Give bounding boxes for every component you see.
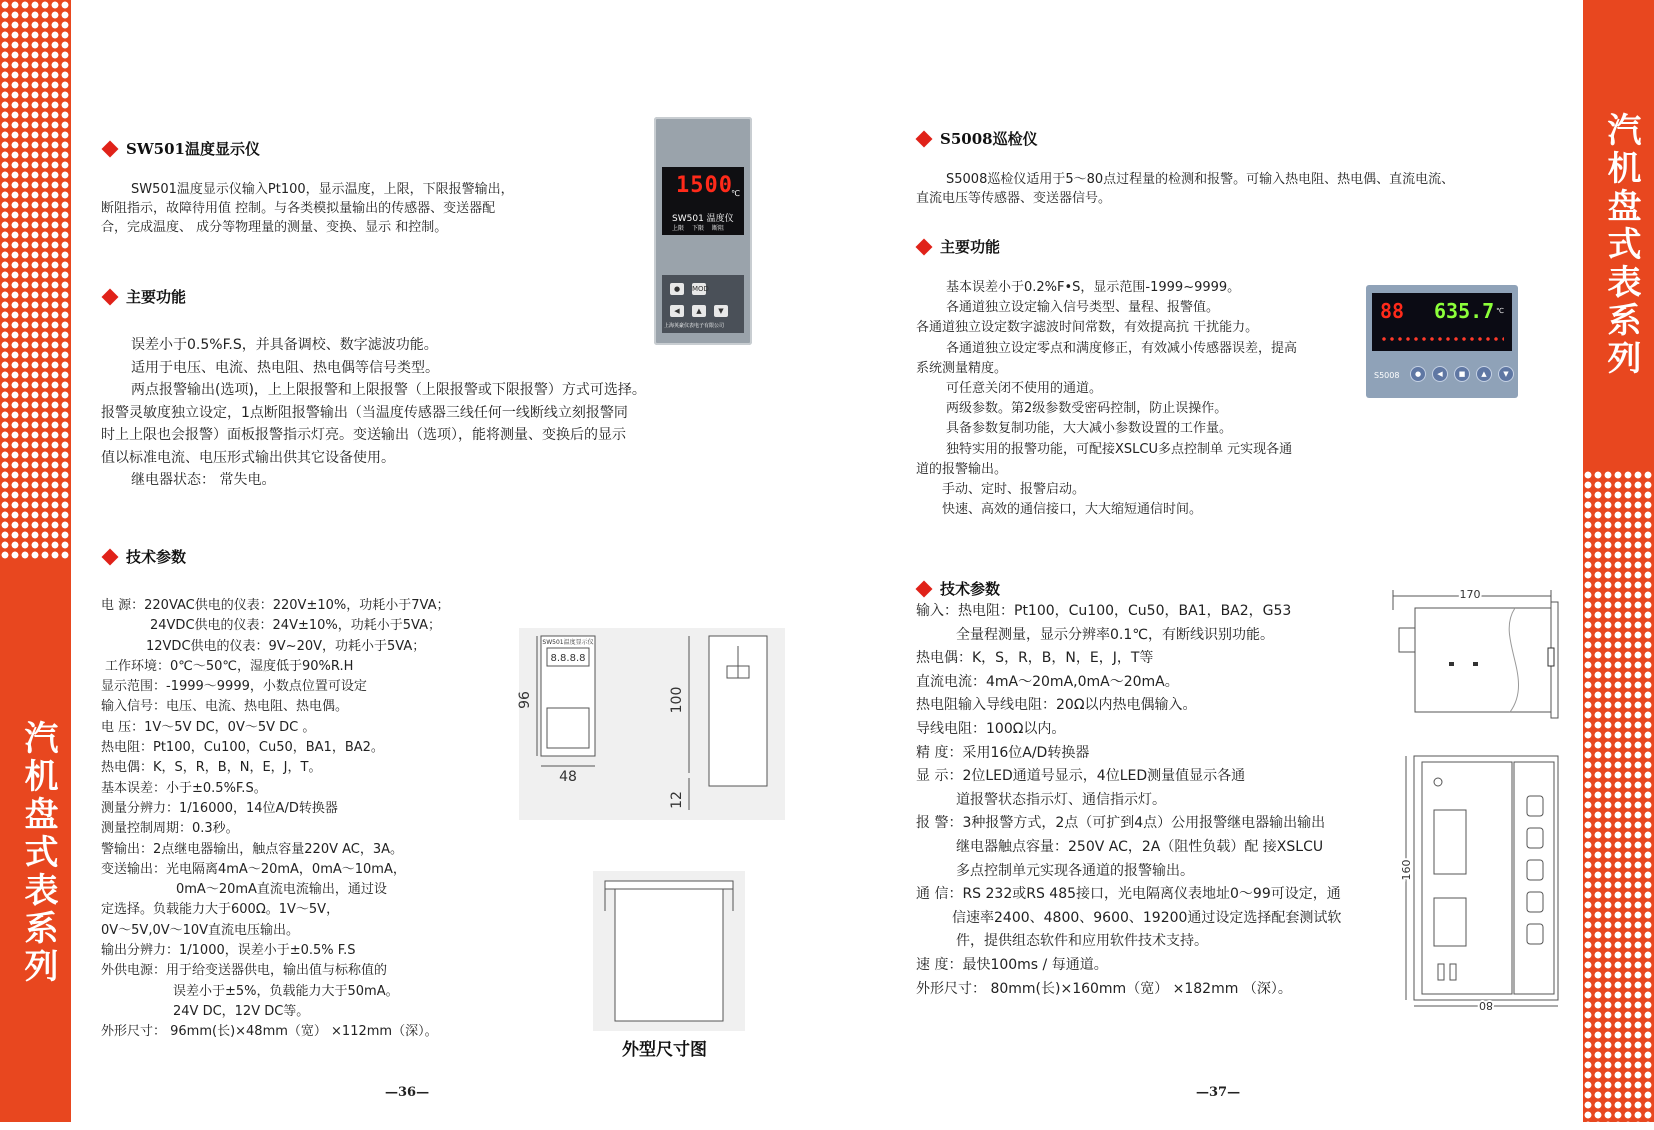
up-key-icon: ▲ bbox=[1476, 366, 1492, 382]
spec-line: 通 信：RS 232或RS 485接口，光电隔离仪表地址0～99可设定，通 bbox=[916, 886, 1341, 903]
diamond-bullet-icon bbox=[916, 580, 933, 597]
dimension-caption: 外型尺寸图 bbox=[622, 1040, 707, 1060]
dim-length-label: 170 bbox=[1459, 588, 1481, 601]
spec-line: 报 警：3种报警方式，2点（可扩到4点）公用报警继电器输出输出 bbox=[916, 815, 1326, 832]
s5008-heading bbox=[918, 128, 1038, 149]
spec-line: 输入信号：电压、电流、热电阻、热电偶。 bbox=[101, 699, 349, 715]
func-line: 时上上限也会报警）面板报警指示灯亮。变送输出（选项），能将测量、变换后的显示 bbox=[101, 427, 626, 443]
s5008-tech-heading bbox=[918, 578, 1000, 599]
left-arrow-key-icon: ◀ bbox=[670, 305, 684, 317]
spec-line: 测量分辨力：1/16000，14位A/D转换器 bbox=[101, 800, 338, 816]
spec-line: 多点控制单元实现各通道的报警输出。 bbox=[956, 862, 1194, 879]
spec-line: 导线电阻：100Ω以内。 bbox=[916, 720, 1066, 737]
dot-pattern bbox=[0, 0, 71, 560]
s5008-intro bbox=[916, 170, 1536, 208]
dim-depth-label: 80 bbox=[1479, 999, 1493, 1012]
device-brand: 上海英豪仪表电子有限公司 bbox=[664, 323, 725, 329]
sw501-top-view-drawing bbox=[593, 871, 745, 1031]
func-line: 基本误差小于0.2%F•S，显示范围-1999~9999。 bbox=[946, 280, 1241, 295]
left-key-icon: ◀ bbox=[1432, 366, 1448, 382]
spec-line: 基本误差：小于±0.5%F.S。 bbox=[101, 780, 267, 796]
func-line: 系统测量精度。 bbox=[916, 360, 1008, 376]
mod-key: MOD bbox=[692, 285, 709, 293]
spec-line: 变送输出：光电隔离4mA～20mA，0mA～10mA， bbox=[101, 861, 406, 877]
led-labels bbox=[672, 223, 724, 232]
up-arrow-key-icon: ▲ bbox=[692, 305, 706, 317]
alarm-led-row bbox=[1380, 337, 1504, 341]
intro-line: 合，完成温度、 成分等物理量的测量、变换、显示 和控制。 bbox=[101, 220, 448, 235]
sw501-func-heading bbox=[104, 286, 186, 307]
spec-line: 精 度：采用16位A/D转换器 bbox=[916, 744, 1090, 761]
spec-line: 定选择。负载能力大于600Ω。1V～5V， bbox=[101, 902, 340, 918]
series-title-right: 汽机盘式表系列 bbox=[1601, 112, 1641, 378]
spec-line: 热电阻输入导线电阻：20Ω以内热电偶输入。 bbox=[916, 697, 1197, 714]
s5008-tech-list bbox=[916, 600, 1386, 1001]
sw501-dimension-drawing bbox=[519, 628, 785, 820]
spec-line: 24VDC供电的仪表：24V±10%，功耗小于5VA； bbox=[150, 618, 441, 634]
dim-depth-label: 100 bbox=[669, 686, 685, 714]
dim-height-label: 96 bbox=[517, 691, 533, 709]
func-line: 道的报警输出。 bbox=[916, 461, 1008, 477]
left-decor-band bbox=[0, 0, 71, 1122]
spec-line: 0V～5V,0V～10V直流电压输出。 bbox=[101, 922, 300, 938]
func-line: 各通道独立设定输入信号类型、量程、报警值。 bbox=[946, 300, 1220, 316]
spec-line: 电 源：220VAC供电的仪表：220V±10%，功耗小于7VA； bbox=[101, 598, 450, 613]
channel-digits: 88 bbox=[1380, 299, 1405, 323]
func-line: 两级参数。第2级参数受密码控制，防止误操作。 bbox=[946, 401, 1228, 417]
section-title: 技术参数 bbox=[940, 580, 1001, 598]
spec-line: 测量控制周期：0.3秒。 bbox=[101, 821, 239, 837]
set-key-icon: ● bbox=[670, 283, 684, 295]
sw501-heading bbox=[104, 138, 260, 159]
mini-digits: 8.8.8.8 bbox=[550, 653, 586, 664]
spec-line: 12VDC供电的仪表：9V~20V，功耗小于5VA； bbox=[146, 638, 426, 654]
func-line: 误差小于0.5%F.S，并具备调校、数字滤波功能。 bbox=[131, 337, 438, 353]
spec-line: 显 示：2位LED通道号显示，4位LED测量值显示各通 bbox=[916, 768, 1246, 785]
func-line: 快速、高效的通信接口，大大缩短通信时间。 bbox=[942, 502, 1203, 518]
dot-pattern bbox=[1583, 470, 1654, 1130]
page-number: —37— bbox=[1196, 1085, 1241, 1100]
func-line: 具备参数复制功能，大大减小参数设置的工作量。 bbox=[946, 421, 1233, 437]
intro-line: SW501温度显示仪输入Pt100，显示温度，上限，下限报警输出， bbox=[131, 182, 514, 197]
intro-line: S5008巡检仪适用于5～80点过程量的检测和报警。可输入热电阻、热电偶、直流电流、 bbox=[946, 172, 1455, 187]
section-title: S5008巡检仪 bbox=[940, 130, 1038, 148]
device-model-label: SW501 温度仪 bbox=[672, 214, 734, 224]
page-number: —36— bbox=[385, 1085, 430, 1100]
power-key-icon: ● bbox=[1410, 366, 1426, 382]
s5008-func-text bbox=[916, 278, 1366, 520]
sw501-tech-list bbox=[101, 596, 521, 1043]
display-digits: 1500 bbox=[676, 173, 733, 198]
s5008-side-drawing bbox=[1385, 588, 1583, 718]
spec-line: 件，提供组态软件和应用软件技术支持。 bbox=[956, 933, 1208, 950]
func-line: 继电器状态： 常失电。 bbox=[131, 472, 276, 488]
spec-line: 热电偶：K，S，R，B，N，E，J，T。 bbox=[101, 760, 322, 776]
device-model-label: S5008 bbox=[1374, 371, 1400, 380]
spec-line: 继电器触点容量：250V AC，2A（阻性负载）配 接XSLCU bbox=[956, 838, 1324, 855]
diamond-bullet-icon bbox=[102, 288, 119, 305]
spec-line: 速 度：最快100ms / 每通道。 bbox=[916, 956, 1108, 973]
spec-line: 外形尺寸： 96mm(长)×48mm（宽） ×112mm（深）。 bbox=[101, 1024, 438, 1040]
func-line: 各通道独立设定零点和满度修正，有效减小传感器误差，提高 bbox=[946, 340, 1298, 356]
dim-gap-label: 12 bbox=[669, 791, 685, 809]
sw501-func-text bbox=[101, 334, 741, 492]
func-line: 各通道独立设定数字滤波时间常数，有效提高抗 干扰能力。 bbox=[916, 320, 1259, 336]
spec-line: 热电偶：K，S，R，B，N，E，J，T等 bbox=[916, 650, 1154, 667]
display-unit: ℃ bbox=[1496, 307, 1504, 315]
spec-line: 道报警状态指示灯、通信指示灯。 bbox=[956, 791, 1166, 808]
spec-line: 信速率2400、4800、9600、19200通过设定选择配套测试软 bbox=[952, 909, 1342, 926]
spec-line: 0mA～20mA直流电流输出，通过设 bbox=[176, 882, 387, 898]
spec-line: 工作环境：0℃～50℃，湿度低于90%R.H bbox=[105, 658, 354, 674]
led-label: 上限 bbox=[672, 225, 685, 232]
spec-line: 外供电源：用于给变送器供电，输出值与标称值的 bbox=[101, 963, 388, 979]
spec-line: 误差小于±5%，负载能力大于50mA。 bbox=[173, 983, 399, 999]
func-line: 适用于电压、电流、热电阻、热电偶等信号类型。 bbox=[131, 359, 439, 376]
diamond-bullet-icon bbox=[102, 140, 119, 157]
func-line: 两点报警输出(选项)，上上限报警和上限报警（上限报警或下限报警）方式可选择。 bbox=[131, 382, 646, 398]
func-line: 报警灵敏度独立设定，1点断阻报警输出（当温度传感器三线任何一线断线立刻报警同 bbox=[101, 404, 628, 421]
sw501-tech-heading bbox=[104, 546, 186, 567]
device-display bbox=[1372, 293, 1512, 351]
section-title: 技术参数 bbox=[126, 548, 187, 566]
section-title: 主要功能 bbox=[126, 288, 187, 306]
func-line: 可任意关闭不使用的通道。 bbox=[946, 381, 1103, 397]
series-title-left: 汽机盘式表系列 bbox=[18, 720, 58, 986]
down-arrow-key-icon: ▼ bbox=[714, 305, 728, 317]
spec-line: 直流电流：4mA～20mA,0mA～20mA。 bbox=[916, 673, 1179, 690]
spec-line: 警输出：2点继电器输出，触点容量220V AC，3A。 bbox=[101, 841, 404, 857]
s5008-device-photo bbox=[1366, 285, 1518, 398]
func-line: 独特实用的报警功能，可配接XSLCU多点控制单 元实现各通 bbox=[946, 441, 1293, 457]
spec-line: 全量程测量，显示分辨率0.1℃，有断线识别功能。 bbox=[956, 626, 1274, 643]
intro-line: 断阻指示，故障待用值 控制。与各类模拟量输出的传感器、变送器配 bbox=[101, 201, 496, 216]
device-display bbox=[662, 167, 744, 235]
dim-width-label: 48 bbox=[559, 769, 577, 785]
spec-line: 24V DC，12V DC等。 bbox=[173, 1003, 310, 1019]
right-decor-band bbox=[1583, 0, 1654, 1122]
sw501-device-photo bbox=[654, 117, 752, 345]
section-title: SW501温度显示仪 bbox=[126, 140, 260, 158]
dim-height-label: 160 bbox=[1400, 859, 1413, 881]
func-line: 值以标准电流、电压形式输出供其它设备使用。 bbox=[101, 449, 395, 466]
diamond-bullet-icon bbox=[102, 548, 119, 565]
spec-line: 显示范围：-1999～9999，小数点位置可设定 bbox=[101, 679, 367, 695]
mini-title: SW501温度显示仪 bbox=[542, 639, 594, 646]
spec-line: 电 压：1V～5V DC，0V～5V DC 。 bbox=[101, 719, 316, 735]
diamond-bullet-icon bbox=[916, 238, 933, 255]
s5008-front-drawing bbox=[1398, 752, 1563, 1012]
set-key-icon: ■ bbox=[1454, 366, 1470, 382]
spec-line: 输出分辨力：1/1000，误差小于±0.5% F.S bbox=[101, 943, 356, 959]
spec-line: 输入：热电阻：Pt100，Cu100，Cu50，BA1，BA2，G53 bbox=[916, 603, 1292, 619]
intro-line: 直流电压等传感器、变送器信号。 bbox=[916, 191, 1112, 206]
led-label: 下限 bbox=[692, 225, 705, 232]
s5008-func-heading bbox=[918, 236, 1000, 257]
led-label: 断阻 bbox=[712, 225, 725, 232]
spec-line: 热电阻：Pt100，Cu100，Cu50，BA1，BA2。 bbox=[101, 740, 384, 756]
diamond-bullet-icon bbox=[916, 130, 933, 147]
spec-line: 外形尺寸： 80mm(长)×160mm（宽） ×182mm （深）。 bbox=[916, 980, 1292, 997]
value-digits: 635.7 bbox=[1434, 299, 1495, 323]
sw501-intro bbox=[101, 180, 621, 237]
display-unit: ℃ bbox=[731, 189, 740, 198]
section-title: 主要功能 bbox=[940, 238, 1001, 256]
func-line: 手动、定时、报警启动。 bbox=[942, 482, 1086, 498]
down-key-icon: ▼ bbox=[1498, 366, 1514, 382]
